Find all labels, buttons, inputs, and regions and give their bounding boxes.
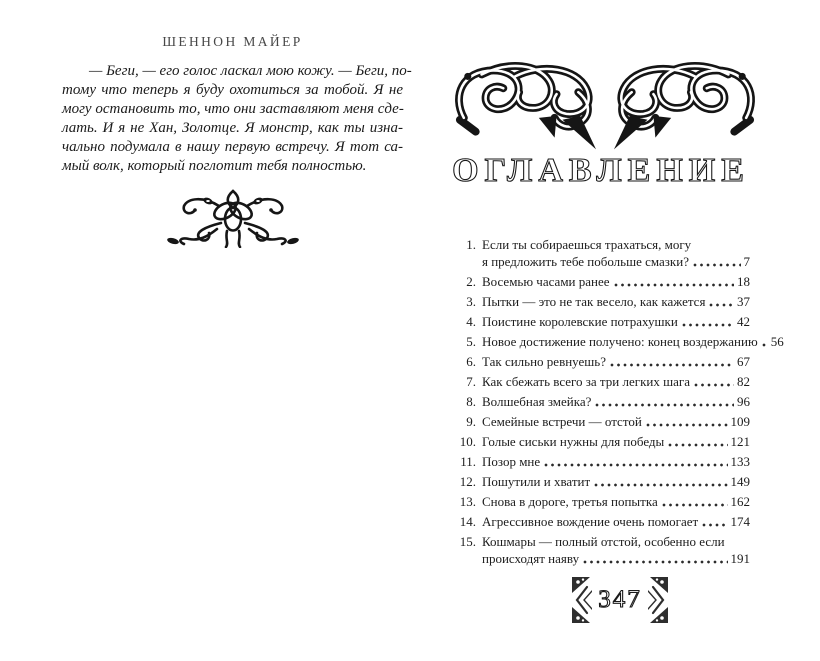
dot-leader: [583, 553, 727, 565]
toc-entry-title: Снова в дороге, третья попытка: [482, 494, 658, 509]
toc-entry-page-number: 162: [730, 494, 750, 509]
toc-entry-number: 9.: [466, 414, 476, 429]
toc-entry-last-line: [482, 453, 750, 470]
toc-entry-body: [482, 533, 750, 567]
toc-entry-number: 11.: [460, 454, 476, 469]
toc-entry-title: происходят наяву: [482, 551, 580, 566]
celtic-knot-headpiece-ornament: [452, 58, 758, 153]
toc-entry-body: [482, 473, 750, 490]
toc-entry: [452, 453, 750, 470]
headpiece-left-half: [452, 58, 600, 153]
paragraph-line: мый волк, который поглотит тебя полностью.: [62, 158, 367, 174]
toc-entry-page-number: 42: [737, 314, 750, 329]
toc-entry-last-line: [482, 473, 750, 490]
dot-leader: [682, 316, 734, 328]
toc-entry-last-line: [482, 493, 750, 510]
toc-entry-page-number: 174: [730, 514, 750, 529]
toc-entry-body: [482, 493, 750, 510]
table-of-contents: [452, 236, 784, 570]
toc-entry-body: [482, 433, 750, 450]
toc-entry-number: 7.: [466, 374, 476, 389]
toc-entry-body: [482, 313, 750, 330]
toc-entry-page-number: 82: [737, 374, 750, 389]
toc-entry-last-line: [482, 373, 750, 390]
toc-entry-title: Семейные встречи — отстой: [482, 414, 642, 429]
dot-leader: [694, 376, 734, 388]
toc-entry-last-line: [482, 513, 750, 530]
toc-entry-page-number: 37: [737, 294, 750, 309]
celtic-knot-tailpiece-ornament: [159, 188, 307, 248]
toc-entry-title: Так сильно ревнуешь?: [482, 354, 606, 369]
toc-entry-last-line: [482, 413, 750, 430]
folio-number: 347: [598, 586, 642, 613]
dot-leader: [693, 256, 741, 268]
toc-entry-page-number: 191: [730, 551, 750, 566]
toc-entry-last-line: [482, 253, 750, 270]
toc-entry: [452, 493, 750, 510]
toc-entry-number: 4.: [466, 314, 476, 329]
headpiece-right-half: [610, 58, 758, 153]
toc-entry: [452, 433, 750, 450]
toc-entry-title: Агрессивное вождение очень помогает: [482, 514, 699, 529]
toc-entry: [452, 293, 750, 310]
toc-entry-title: Восемью часами ранее: [482, 274, 610, 289]
toc-entry-body: [482, 413, 750, 430]
running-head-author: ШЕННОН МАЙЕР: [162, 34, 303, 49]
toc-entry-last-line: [482, 273, 750, 290]
dot-leader: [614, 276, 734, 288]
toc-entry-page-number: 133: [730, 454, 750, 469]
toc-entry-last-line: [482, 293, 750, 310]
toc-entry: [452, 473, 750, 490]
toc-entry-last-line: [482, 313, 750, 330]
toc-entry-page-number: 121: [730, 434, 750, 449]
toc-entry-body: [482, 273, 750, 290]
paragraph-line: тому что теперь я буду охотиться за тобой. Я не: [62, 82, 403, 98]
dot-leader: [709, 296, 734, 308]
toc-entry-title: Пытки — это не так весело, как кажется: [482, 294, 706, 309]
toc-entry-body: [482, 353, 750, 370]
folio-bracket-right-icon: [648, 577, 668, 623]
paragraph: [62, 62, 412, 176]
toc-entry-number: 1.: [466, 237, 476, 252]
toc-entry-page-number: 149: [730, 474, 750, 489]
toc-entry-last-line: [482, 433, 750, 450]
toc-entry-number: 3.: [466, 294, 476, 309]
toc-entry-title-line: Кошмары — полный отстой, особенно если: [482, 534, 725, 549]
toc-entry: [452, 373, 750, 390]
dot-leader: [762, 336, 768, 348]
toc-entry-last-line: [482, 353, 750, 370]
toc-entry-title: Пошутили и хватит: [482, 474, 591, 489]
toc-entry-number: 15.: [459, 534, 476, 549]
toc-entry: [452, 413, 750, 430]
toc-entry-number: 14.: [459, 514, 476, 529]
toc-entry-number: 6.: [466, 354, 476, 369]
toc-entry-page-number: 109: [730, 414, 750, 429]
toc-entry-body: [482, 513, 750, 530]
folio-bracket-left-icon: [572, 577, 592, 623]
toc-entry-last-line: [482, 550, 750, 567]
toc-entry-number: 2.: [466, 274, 476, 289]
dot-leader: [668, 436, 727, 448]
dot-leader: [610, 356, 734, 368]
toc-entry-last-line: [482, 393, 750, 410]
dot-leader: [702, 516, 727, 528]
paragraph-line: могу остановить то, что они заставляют меня сде-: [62, 101, 404, 117]
page-title: ОГЛАВЛЕНИЕ: [452, 152, 750, 189]
toc-entry-title: Голые сиськи нужны для победы: [482, 434, 665, 449]
toc-entry-page-number: 7: [743, 254, 750, 269]
dot-leader: [544, 456, 727, 468]
toc-entry: [452, 533, 750, 567]
toc-entry: [452, 353, 750, 370]
toc-entry-title: Как сбежать всего за три легких шага: [482, 374, 690, 389]
toc-entry: [452, 513, 750, 530]
toc-entry-body: [482, 236, 750, 270]
dot-leader: [595, 396, 734, 408]
toc-entry-number: 13.: [459, 494, 476, 509]
toc-entry: [452, 333, 784, 350]
toc-entry-page-number: 67: [737, 354, 750, 369]
toc-entry-body: [482, 393, 750, 410]
toc-entry: [452, 393, 750, 410]
toc-entry-number: 5.: [466, 334, 476, 349]
toc-entry-body: [482, 333, 784, 350]
paragraph-line: — Беги, — его голос ласкал мою кожу. — Беги, по-: [89, 63, 412, 79]
dot-leader: [646, 416, 728, 428]
toc-entry-title: Новое достижение получено: конец воздержанию: [482, 334, 758, 349]
toc-entry: [452, 313, 750, 330]
toc-entry-title: Позор мне: [482, 454, 541, 469]
dot-leader: [594, 476, 727, 488]
toc-entry-title: я предложить тебе побольше смазки?: [482, 254, 689, 269]
toc-entry-body: [482, 453, 750, 470]
toc-entry-body: [482, 293, 750, 310]
toc-entry-number: 8.: [466, 394, 476, 409]
toc-entry-title: Поистине королевские потрахушки: [482, 314, 678, 329]
toc-entry: [452, 273, 750, 290]
paragraph-line: лать. И я не Хан, Золотце. Я монстр, как ты изна-: [62, 120, 403, 136]
paragraph-line: чально подумала в нашу первую встречу. Я тот са-: [62, 139, 403, 155]
toc-entry-page-number: 56: [770, 334, 784, 349]
toc-entry-body: [482, 373, 750, 390]
toc-entry-number: 12.: [459, 474, 476, 489]
toc-entry-number: 10.: [459, 434, 476, 449]
dot-leader: [662, 496, 728, 508]
toc-entry-title: Волшебная змейка?: [482, 394, 592, 409]
folio: [470, 574, 770, 626]
toc-entry-last-line: [482, 333, 784, 350]
toc-entry: [452, 236, 750, 270]
toc-entry-page-number: 18: [737, 274, 750, 289]
toc-entry-title-line: Если ты собираешься трахаться, могу: [482, 237, 692, 252]
toc-entry-page-number: 96: [737, 394, 750, 409]
